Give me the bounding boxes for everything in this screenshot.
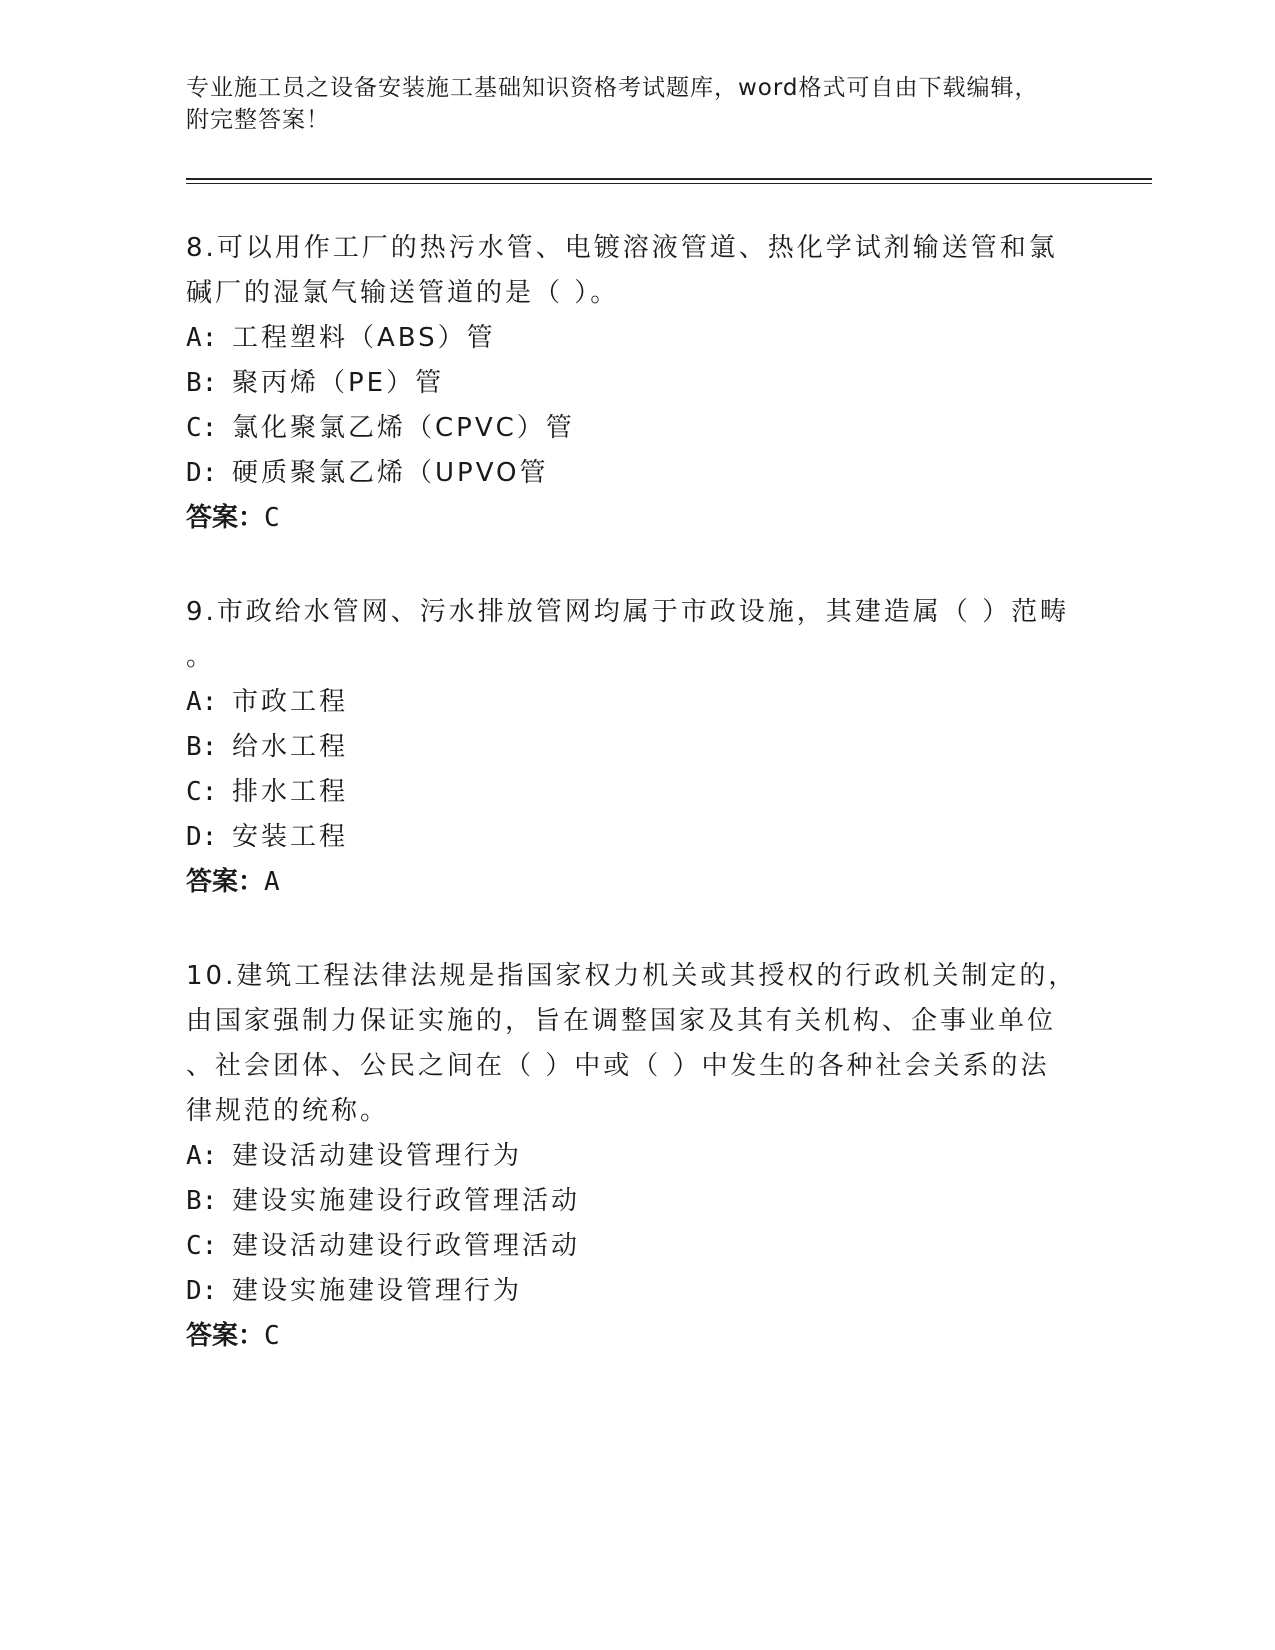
option-key: C: xyxy=(186,1231,218,1261)
option-key: D: xyxy=(186,1276,218,1306)
answer xyxy=(186,1314,1086,1359)
option-key: D: xyxy=(186,458,218,488)
option-text: 安装工程 xyxy=(232,822,349,852)
option-d xyxy=(186,1269,1086,1314)
option-b xyxy=(186,1179,1086,1224)
option-text: 聚丙烯（PE）管 xyxy=(232,368,445,398)
answer-value: C xyxy=(264,1321,280,1351)
answer xyxy=(186,860,1086,905)
option-key: B: xyxy=(186,732,218,762)
header-line-1: 专业施工员之设备安装施工基础知识资格考试题库，word格式可自由下载编辑， xyxy=(186,75,1039,101)
option-key: A: xyxy=(186,1141,218,1171)
option-text: 工程塑料（ABS）管 xyxy=(232,323,496,353)
question-8 xyxy=(186,226,1086,541)
option-a xyxy=(186,1134,1086,1179)
question-9 xyxy=(186,590,1086,905)
option-key: B: xyxy=(186,1186,218,1216)
option-b xyxy=(186,361,1086,406)
answer-label: 答案： xyxy=(186,867,265,897)
option-key: C: xyxy=(186,413,218,443)
option-text: 建设活动建设管理行为 xyxy=(232,1141,523,1171)
question-text-line: 8.可以用作工厂的热污水管、电镀溶液管道、热化学试剂输送管和氯 xyxy=(186,233,1058,263)
option-key: A: xyxy=(186,687,218,717)
option-c xyxy=(186,1224,1086,1269)
option-a xyxy=(186,680,1086,725)
option-text: 硬质聚氯乙烯（UPVO管 xyxy=(232,458,549,488)
header-line-2: 附完整答案！ xyxy=(186,107,330,133)
option-key: B: xyxy=(186,368,218,398)
question-text-line: 。 xyxy=(186,642,216,672)
question-text-line: 、社会团体、公民之间在（ ）中或（ ）中发生的各种社会关系的法 xyxy=(186,1051,1050,1081)
option-text: 建设活动建设行政管理活动 xyxy=(232,1231,581,1261)
question-text-line: 10.建筑工程法律法规是指国家权力机关或其授权的行政机关制定的， xyxy=(186,961,1078,991)
question-text-line: 9.市政给水管网、污水排放管网均属于市政设施，其建造属（ ）范畴 xyxy=(186,597,1070,627)
question-text-line: 律规范的统称。 xyxy=(186,1096,390,1126)
answer xyxy=(186,496,1086,541)
option-text: 建设实施建设管理行为 xyxy=(232,1276,523,1306)
header-divider-bottom xyxy=(186,183,1152,184)
option-c xyxy=(186,406,1086,451)
question-text-line: 由国家强制力保证实施的，旨在调整国家及其有关机构、企事业单位 xyxy=(186,1006,1057,1036)
option-key: C: xyxy=(186,777,218,807)
header-divider-top xyxy=(186,178,1152,180)
option-text: 建设实施建设行政管理活动 xyxy=(232,1186,581,1216)
option-text: 给水工程 xyxy=(232,732,349,762)
option-key: D: xyxy=(186,822,218,852)
answer-value: A xyxy=(264,867,280,897)
answer-label: 答案： xyxy=(186,1321,265,1351)
option-b xyxy=(186,725,1086,770)
option-key: A: xyxy=(186,323,218,353)
option-d xyxy=(186,451,1086,496)
option-text: 市政工程 xyxy=(232,687,349,717)
option-text: 氯化聚氯乙烯（CPVC）管 xyxy=(232,413,575,443)
option-a xyxy=(186,316,1086,361)
answer-value: C xyxy=(264,503,280,533)
question-10 xyxy=(186,954,1086,1359)
question-text-line: 碱厂的湿氯气输送管道的是（ ）。 xyxy=(186,278,620,308)
option-c xyxy=(186,770,1086,815)
answer-label: 答案： xyxy=(186,503,265,533)
option-text: 排水工程 xyxy=(232,777,349,807)
option-d xyxy=(186,815,1086,860)
